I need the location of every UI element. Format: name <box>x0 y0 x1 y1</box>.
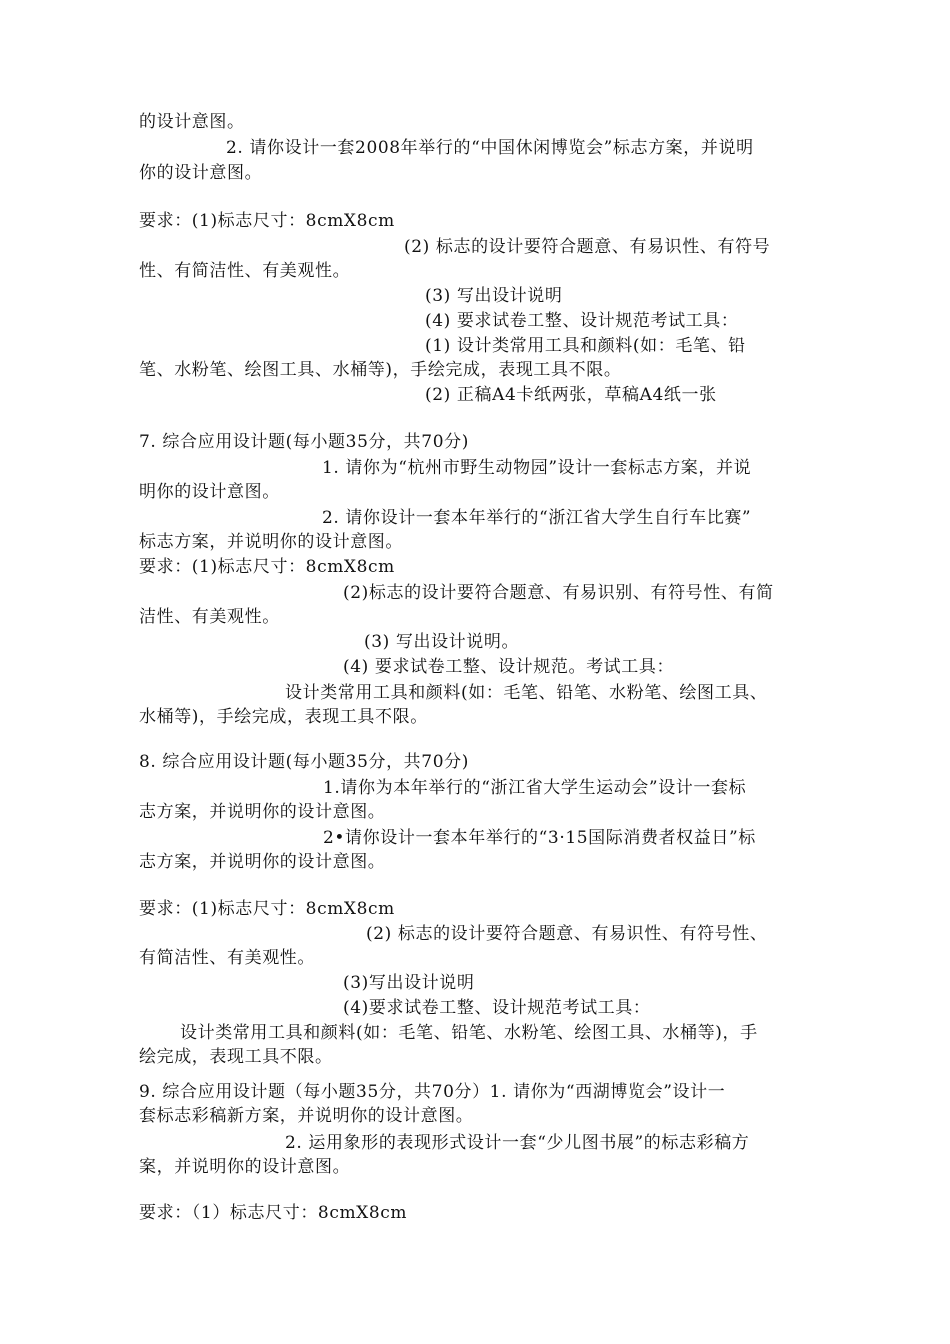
text-line: 志方案，并说明你的设计意图。 <box>139 802 386 822</box>
text-line: 案，并说明你的设计意图。 <box>139 1157 351 1177</box>
text-line: 2•请你设计一套本年举行的“3·15国际消费者权益日”标 <box>323 828 756 848</box>
text-line: (2)标志的设计要符合题意、有易识别、有符号性、有简 <box>343 583 774 603</box>
text-line: 2. 请你设计一套本年举行的“浙江省大学生自行车比赛” <box>322 508 752 528</box>
text-line: 套标志彩稿新方案，并说明你的设计意图。 <box>139 1106 474 1126</box>
text-line: 要求：（1）标志尺寸：8cmX8cm <box>139 1203 408 1223</box>
text-line: 设计类常用工具和颜料(如：毛笔、铅笔、水粉笔、绘图工具、 <box>285 683 768 703</box>
text-line: 志方案，并说明你的设计意图。 <box>139 852 386 872</box>
section-heading: 8. 综合应用设计题(每小题35分，共70分) <box>139 752 469 772</box>
text-line: 性、有简洁性、有美观性。 <box>139 261 351 281</box>
text-line: (2) 标志的设计要符合题意、有易识性、有符号性、 <box>366 924 768 944</box>
section-heading: 9. 综合应用设计题（每小题35分，共70分）1. 请你为“西湖博览会”设计一 <box>139 1082 726 1102</box>
text-line: 要求：(1)标志尺寸：8cmX8cm <box>139 557 395 577</box>
text-line: 要求：(1)标志尺寸：8cmX8cm <box>139 211 395 231</box>
text-line: 洁性、有美观性。 <box>139 607 280 627</box>
text-line: (3) 写出设计说明。 <box>364 632 520 652</box>
text-line: 要求：(1)标志尺寸：8cmX8cm <box>139 899 395 919</box>
text-line: (3)写出设计说明 <box>343 973 475 993</box>
text-line: (4) 要求试卷工整、设计规范考试工具： <box>425 311 739 331</box>
text-line: 1.请你为本年举行的“浙江省大学生运动会”设计一套标 <box>323 778 747 798</box>
text-line: 笔、水粉笔、绘图工具、水桶等)，手绘完成，表现工具不限。 <box>139 360 622 380</box>
text-line: 的设计意图。 <box>139 112 245 132</box>
text-line: (3) 写出设计说明 <box>425 286 563 306</box>
text-line: 2. 运用象形的表现形式设计一套“少儿图书展”的标志彩稿方 <box>285 1133 750 1153</box>
text-line: (4)要求试卷工整、设计规范考试工具： <box>343 998 651 1018</box>
text-line: (2) 正稿A4卡纸两张，草稿A4纸一张 <box>425 385 717 405</box>
text-line: 1. 请你为“杭州市野生动物园”设计一套标志方案，并说 <box>322 458 752 478</box>
text-line: 绘完成，表现工具不限。 <box>139 1047 333 1067</box>
text-line: 设计类常用工具和颜料(如：毛笔、铅笔、水粉笔、绘图工具、水桶等)，手 <box>180 1023 758 1043</box>
section-heading: 7. 综合应用设计题(每小题35分，共70分) <box>139 432 469 452</box>
text-line: (4) 要求试卷工整、设计规范。考试工具： <box>343 657 675 677</box>
text-line: (2) 标志的设计要符合题意、有易识性、有符号 <box>404 237 771 257</box>
text-line: 明你的设计意图。 <box>139 482 280 502</box>
text-line: 2. 请你设计一套2008年举行的“中国休闲博览会”标志方案，并说明 <box>226 138 754 158</box>
text-line: 你的设计意图。 <box>139 163 263 183</box>
text-line: 水桶等)，手绘完成，表现工具不限。 <box>139 707 428 727</box>
text-line: (1) 设计类常用工具和颜料(如：毛笔、铅 <box>425 336 746 356</box>
text-line: 标志方案，并说明你的设计意图。 <box>139 532 403 552</box>
text-line: 有简洁性、有美观性。 <box>139 948 315 968</box>
